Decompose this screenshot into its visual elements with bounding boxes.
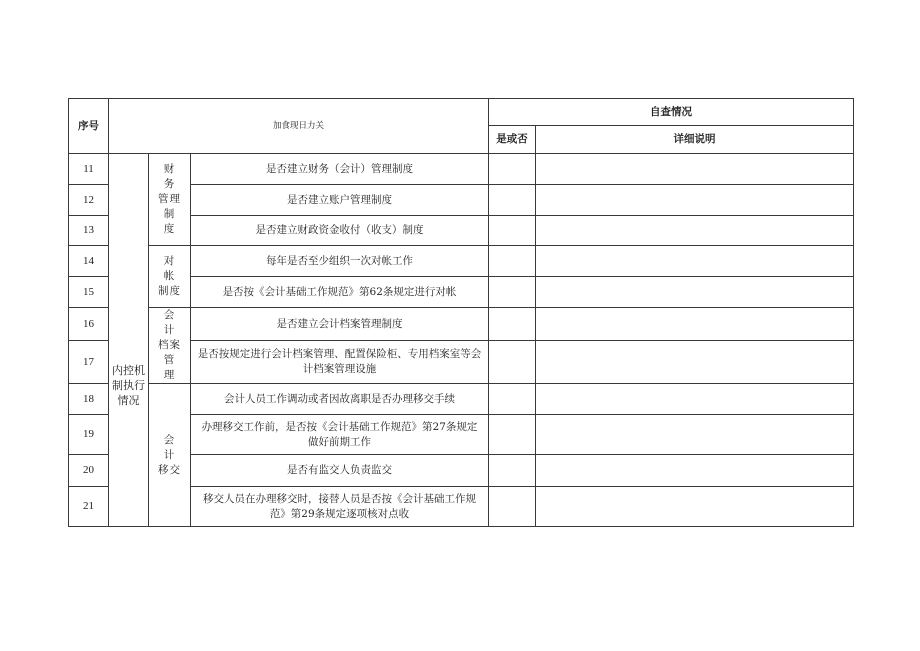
row-number: 17 <box>69 341 109 384</box>
category-cell-top <box>109 154 149 246</box>
yes-no-cell[interactable] <box>489 216 536 246</box>
detail-cell[interactable] <box>536 384 854 415</box>
table-row <box>69 246 854 277</box>
check-item: 是否按《会计基础工作规范》第62条规定进行对帐 <box>191 277 489 308</box>
check-item: 是否建立会计档案管理制度 <box>191 308 489 341</box>
detail-cell[interactable] <box>536 185 854 216</box>
row-number: 21 <box>69 487 109 527</box>
detail-cell[interactable] <box>536 455 854 487</box>
yes-no-cell[interactable] <box>489 154 536 185</box>
yes-no-cell[interactable] <box>489 455 536 487</box>
detail-cell[interactable] <box>536 216 854 246</box>
header-self-check: 自查情况 <box>489 99 854 126</box>
row-number: 19 <box>69 415 109 455</box>
row-number: 15 <box>69 277 109 308</box>
table-row <box>69 384 854 415</box>
detail-cell[interactable] <box>536 415 854 455</box>
detail-cell[interactable] <box>536 487 854 527</box>
check-item: 办理移交工作前，是否按《会计基础工作规范》第27条规定 做好前期工作 <box>191 415 489 455</box>
row-number: 13 <box>69 216 109 246</box>
yes-no-cell[interactable] <box>489 341 536 384</box>
detail-cell[interactable] <box>536 308 854 341</box>
table-row <box>69 154 854 185</box>
check-item: 是否按规定进行会计档案管理、配置保险柜、专用档案室等会 计档案管理设施 <box>191 341 489 384</box>
yes-no-cell[interactable] <box>489 415 536 455</box>
group-reconciliation: 对 帐 制度 <box>149 246 191 308</box>
yes-no-cell[interactable] <box>489 384 536 415</box>
group-financial-management: 财 务 管理制 度 <box>149 154 191 246</box>
check-item: 是否有监交人负责监交 <box>191 455 489 487</box>
detail-cell[interactable] <box>536 246 854 277</box>
check-item: 是否建立账户管理制度 <box>191 185 489 216</box>
check-item: 每年是否至少组织一次对帐工作 <box>191 246 489 277</box>
header-yes-no: 是或否 <box>489 126 536 154</box>
row-number: 11 <box>69 154 109 185</box>
row-number: 14 <box>69 246 109 277</box>
row-number: 16 <box>69 308 109 341</box>
yes-no-cell[interactable] <box>489 277 536 308</box>
row-number: 18 <box>69 384 109 415</box>
header-content: 加食现日力关 <box>109 99 489 154</box>
check-item: 是否建立财务（会计）管理制度 <box>191 154 489 185</box>
yes-no-cell[interactable] <box>489 308 536 341</box>
check-item: 移交人员在办理移交时，接替人员是否按《会计基础工作规 范》第29条规定逐项核对点收 <box>191 487 489 527</box>
detail-cell[interactable] <box>536 277 854 308</box>
category-internal-control: 内控机 制执行 情况 <box>109 246 149 527</box>
table-row <box>69 308 854 341</box>
header-seq: 序号 <box>69 99 109 154</box>
detail-cell[interactable] <box>536 154 854 185</box>
yes-no-cell[interactable] <box>489 487 536 527</box>
group-archive-management: 会 计 档案管 理 <box>149 308 191 384</box>
check-item: 会计人员工作调动或者因故离职是否办理移交手续 <box>191 384 489 415</box>
group-accounting-handover: 会 计 移交 <box>149 384 191 527</box>
header-detail: 详细说明 <box>536 126 854 154</box>
row-number: 20 <box>69 455 109 487</box>
check-item: 是否建立财政资金收付（收支）制度 <box>191 216 489 246</box>
self-check-table <box>68 98 854 527</box>
yes-no-cell[interactable] <box>489 246 536 277</box>
yes-no-cell[interactable] <box>489 185 536 216</box>
detail-cell[interactable] <box>536 341 854 384</box>
row-number: 12 <box>69 185 109 216</box>
